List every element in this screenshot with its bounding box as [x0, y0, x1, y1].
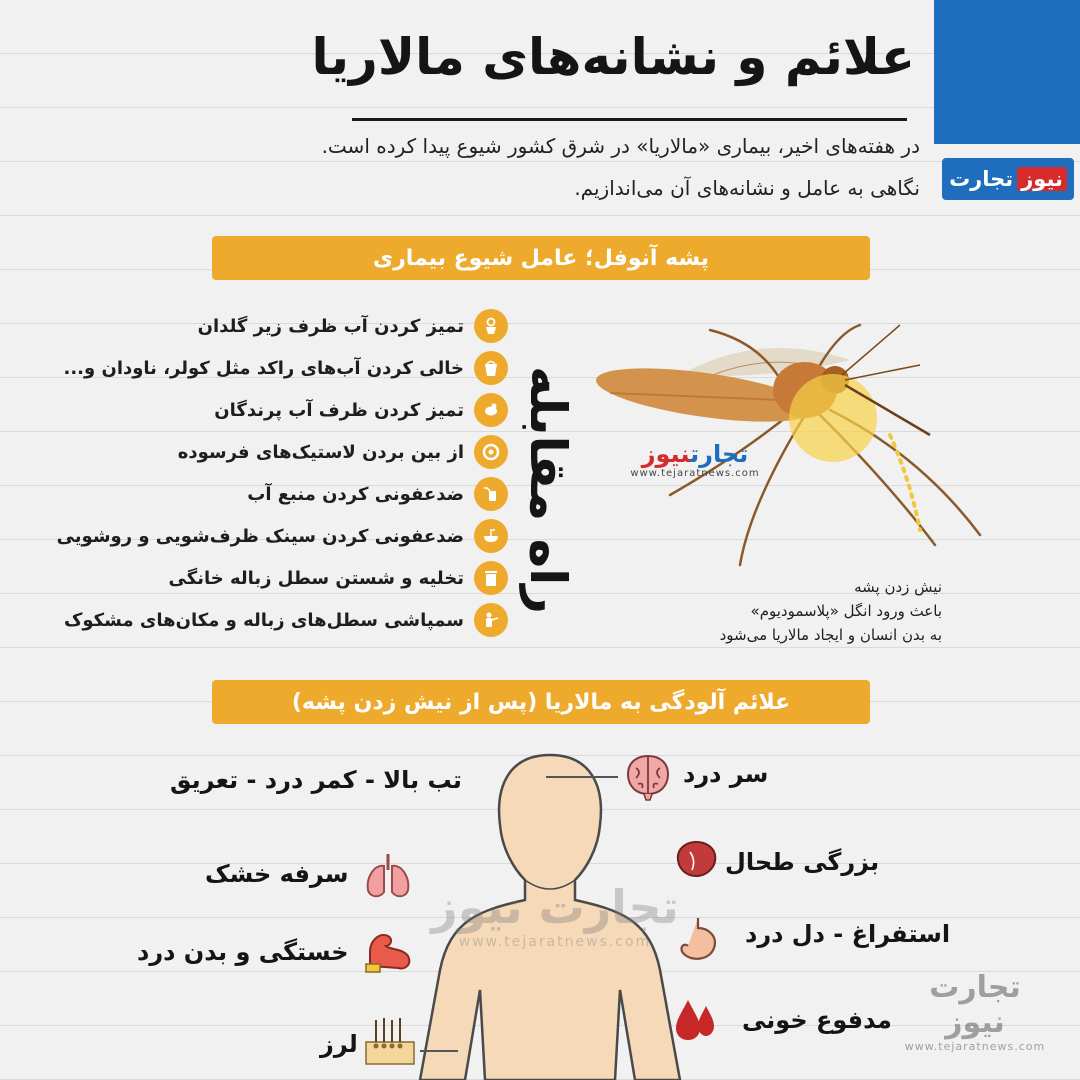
wm-name-part2: نیوز [641, 440, 691, 468]
prevention-text: سمپاشی سطل‌های زباله و مکان‌های مشکوک [63, 609, 464, 631]
prevention-item [198, 308, 508, 344]
symptom-spleen: بزرگی طحال [725, 848, 880, 876]
wm-center-url: www.tejaratnews.com [458, 934, 652, 950]
brand-name-part1: تجارت [949, 167, 1014, 191]
symptom-fatigue: خستگی و بدن درد [137, 938, 349, 966]
sprayer-icon [474, 477, 508, 511]
lungs-icon [360, 848, 416, 904]
bird-icon [474, 393, 508, 427]
symptom-fever: تب بالا - کمر درد - تعریق [170, 766, 462, 794]
tire-icon [474, 435, 508, 469]
muscle-arm-icon [360, 922, 416, 978]
wm-name-part1: تجارت [690, 440, 749, 468]
prevention-item [57, 518, 508, 554]
prevention-text: خالی کردن آب‌های راکد مثل کولر، ناودان و... [63, 357, 464, 379]
wm-url: www.tejaratnews.com [630, 468, 760, 479]
title-underline [352, 118, 907, 121]
wm-corner-text: تجارت نیوز [929, 970, 1021, 1040]
brand-color-bar [934, 0, 1080, 144]
vertical-title: راه مقابله [519, 365, 577, 615]
bucket-icon [474, 351, 508, 385]
symptom-chills: لرز [320, 1030, 358, 1058]
symptom-bloody-stool: مدفوع خونی [742, 1006, 892, 1034]
connector-line [546, 776, 618, 778]
brand-name-part2: نیوز [1017, 167, 1067, 191]
trash-can-icon [474, 561, 508, 595]
brain-icon [620, 748, 676, 804]
prevention-item [63, 350, 508, 386]
prevention-text: ضدعفونی کردن منبع آب [247, 483, 464, 505]
wm-center-text: تجارت نیوز [431, 880, 679, 934]
intro-line-2: نگاهی به عامل و نشانه‌های آن می‌اندازیم. [574, 176, 920, 200]
intro-line-1: در هفته‌های اخیر، بیماری «مالاریا» در شرق کشور شیوع پیدا کرده است. [321, 134, 920, 158]
prevention-item [64, 602, 508, 638]
blood-drops-icon [668, 990, 724, 1046]
prevention-item [247, 476, 508, 512]
prevention-item [178, 434, 508, 470]
prevention-text: تمیز کردن ظرف آب پرندگان [214, 399, 464, 421]
sink-icon [474, 519, 508, 553]
symptom-headache: سر درد [683, 760, 769, 788]
brand-logo [942, 158, 1074, 200]
spleen-icon [668, 832, 724, 888]
brand-watermark-middle [615, 440, 775, 500]
page-title: علائم و نشانه‌های مالاریا [311, 28, 915, 86]
spray-worker-icon [474, 603, 508, 637]
bite-note-line-1: نیش زدن پشه [854, 578, 942, 596]
agent-banner: پشه آنوفل؛ عامل شیوع بیماری [212, 236, 870, 280]
prevention-text: از بین بردن لاستیک‌های فرسوده [177, 441, 464, 463]
prevention-text: تخلیه و شستن سطل زباله خانگی [168, 567, 464, 589]
hair-skin-icon [362, 1012, 418, 1068]
symptoms-banner: علائم آلودگی به مالاریا (پس از نیش زدن پشه) [212, 680, 870, 724]
brand-watermark-corner [895, 970, 1055, 1053]
symptom-vomiting: استفراغ - دل درد [745, 920, 951, 948]
prevention-text: ضدعفونی کردن سینک ظرف‌شویی و روشویی [56, 525, 464, 547]
bite-note-line-2: باعث ورود انگل «پلاسمودیوم» [750, 602, 942, 620]
brand-watermark-center [430, 880, 680, 950]
stomach-icon [668, 912, 724, 968]
connector-line [420, 1050, 458, 1052]
flower-pot-icon [474, 309, 508, 343]
wm-corner-url: www.tejaratnews.com [904, 1040, 1046, 1053]
bite-note-line-3: به بدن انسان و ایجاد مالاریا می‌شود [719, 626, 942, 644]
prevention-text: تمیز کردن آب ظرف زیر گلدان [197, 315, 464, 337]
symptom-dry-cough: سرفه خشک [205, 860, 349, 888]
prevention-item [214, 392, 508, 428]
prevention-item [169, 560, 508, 596]
